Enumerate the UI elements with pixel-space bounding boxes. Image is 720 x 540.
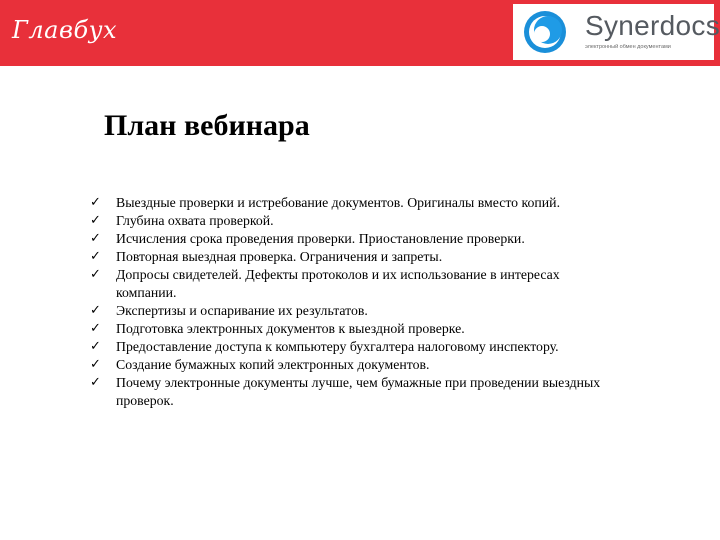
list-item-text: Глубина охвата проверкой. bbox=[116, 213, 274, 228]
checkmark-icon: ✓ bbox=[90, 339, 101, 354]
list-item-text: Экспертизы и оспаривание их результатов. bbox=[116, 303, 368, 318]
glavbukh-logo-text: Главбух bbox=[12, 16, 118, 44]
list-item-text: Создание бумажных копий электронных документов. bbox=[116, 357, 430, 372]
list-item bbox=[90, 212, 620, 230]
checkmark-icon: ✓ bbox=[90, 375, 101, 390]
checkmark-icon: ✓ bbox=[90, 321, 101, 336]
synerdocs-logo-tagline: электронный обмен документами bbox=[585, 44, 671, 50]
list-item-text: Допросы свидетелей. Дефекты протоколов и их использование в интересах компании. bbox=[116, 267, 560, 300]
list-item bbox=[90, 374, 620, 410]
checkmark-icon: ✓ bbox=[90, 213, 101, 228]
synerdocs-logo-name: Synerdocs bbox=[585, 10, 720, 41]
synerdocs-circle-icon bbox=[523, 10, 567, 54]
checkmark-icon: ✓ bbox=[90, 249, 101, 264]
list-item-text: Исчисления срока проведения проверки. Приостановление проверки. bbox=[116, 231, 525, 246]
list-item bbox=[90, 302, 620, 320]
list-item bbox=[90, 248, 620, 266]
list-item bbox=[90, 356, 620, 374]
list-item bbox=[90, 338, 620, 356]
list-item-text: Выездные проверки и истребование документов. Оригиналы вместо копий. bbox=[116, 195, 561, 210]
list-item-text: Почему электронные документы лучше, чем бумажные при проведении выездных проверок. bbox=[116, 375, 601, 408]
list-item-text: Предоставление доступа к компьютеру бухгалтера налоговому инспектору. bbox=[116, 339, 559, 354]
list-item-text: Подготовка электронных документов к выездной проверке. bbox=[116, 321, 465, 336]
synerdocs-logo bbox=[513, 4, 720, 60]
checkmark-icon: ✓ bbox=[90, 231, 101, 246]
checkmark-icon: ✓ bbox=[90, 195, 101, 210]
agenda-list bbox=[90, 194, 620, 410]
list-item-text: Повторная выездная проверка. Ограничения и запреты. bbox=[116, 249, 443, 264]
list-item bbox=[90, 230, 620, 248]
header-bar bbox=[0, 0, 720, 66]
list-item bbox=[90, 266, 620, 302]
checkmark-icon: ✓ bbox=[90, 267, 101, 282]
checkmark-icon: ✓ bbox=[90, 303, 101, 318]
page-title: План вебинара bbox=[104, 109, 310, 142]
list-item bbox=[90, 194, 620, 212]
list-item bbox=[90, 320, 620, 338]
checkmark-icon: ✓ bbox=[90, 357, 101, 372]
glavbukh-logo bbox=[8, 8, 118, 56]
